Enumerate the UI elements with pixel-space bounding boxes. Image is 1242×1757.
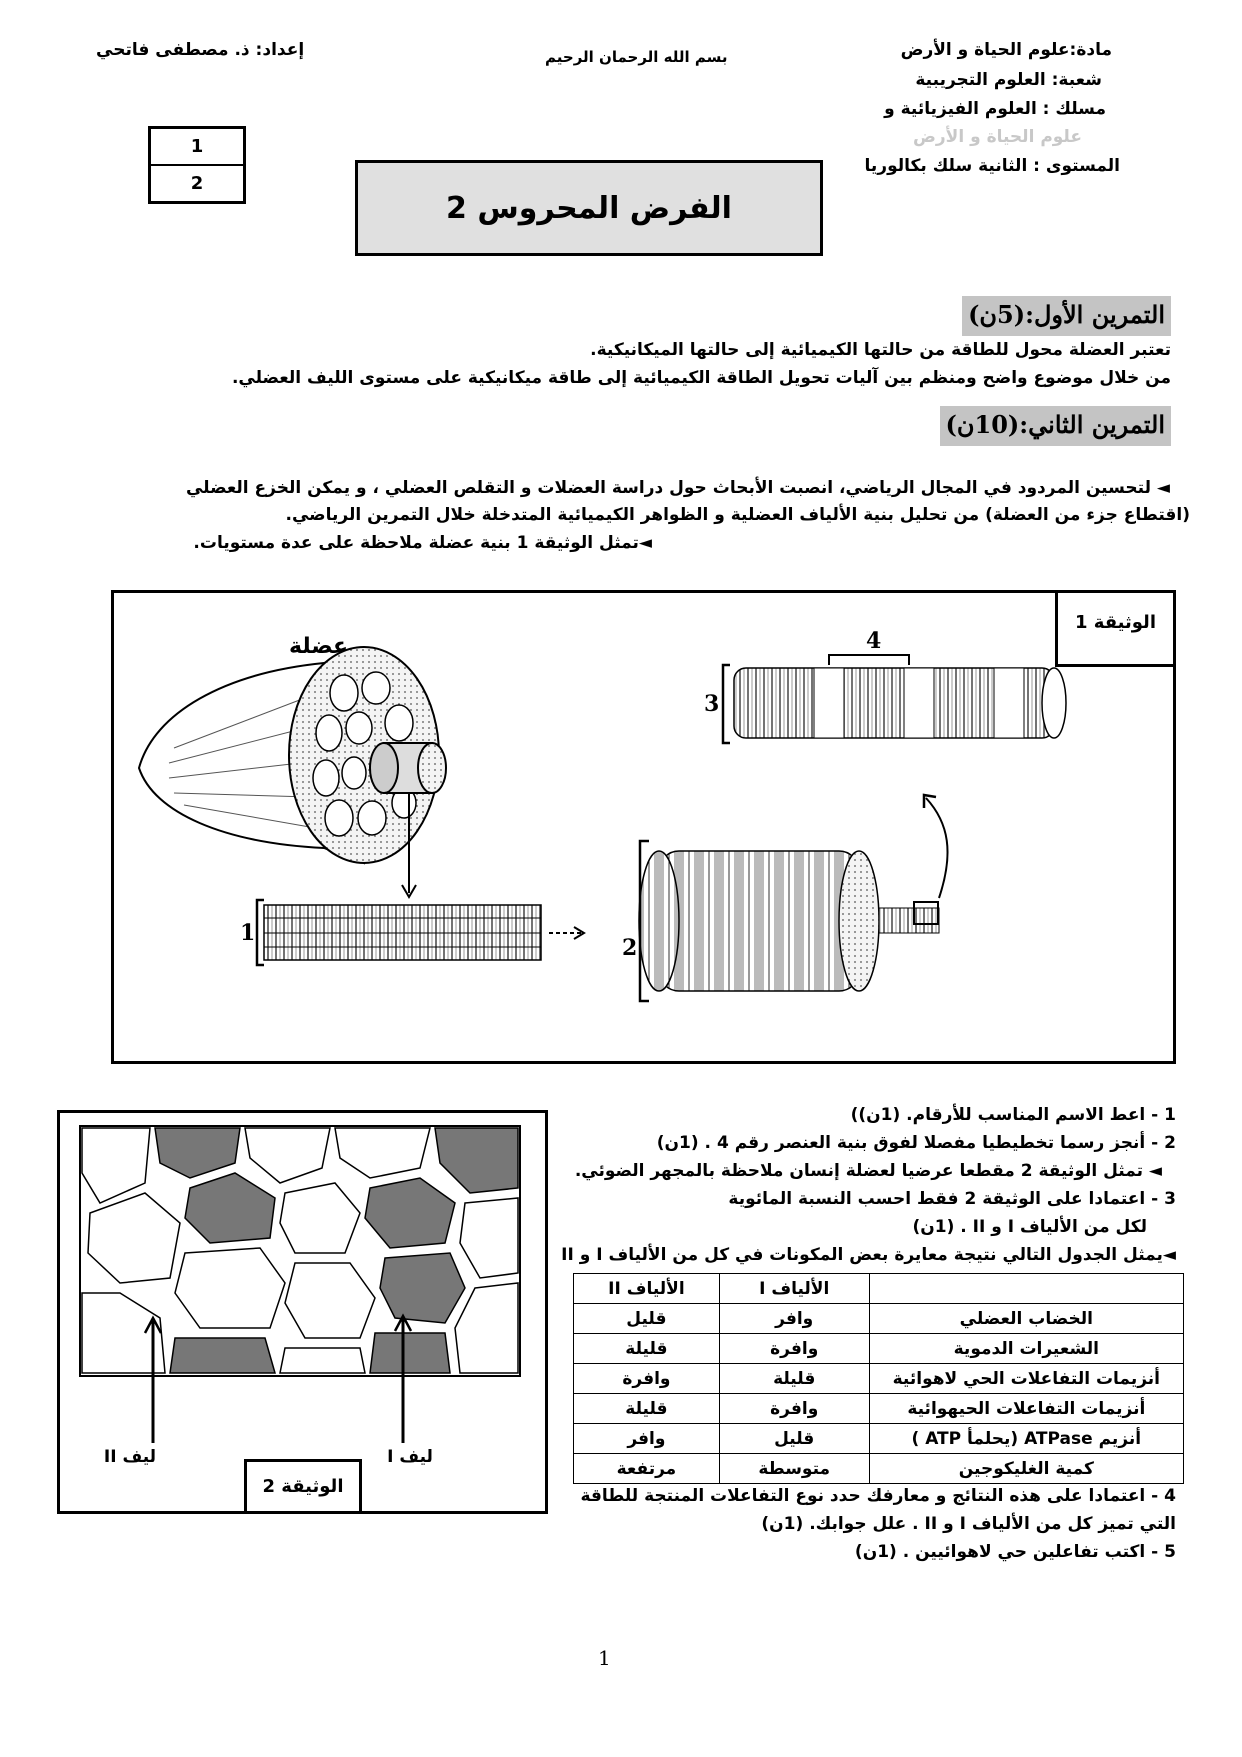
comparison-table <box>573 1273 1184 1484</box>
document-2-label: الوثيقة 2 <box>244 1459 362 1514</box>
table-cell: متوسطة <box>719 1454 869 1484</box>
question-4b: التي تميز كل من الألياف I و II . علل جوابك. (1ن) <box>761 1514 1176 1534</box>
question-2: 2 - أنجز رسما تخطيطيا مفصلا لفوق بنية العنصر رقم 4 . (1ن) <box>656 1133 1176 1153</box>
table-cell: وافرة <box>719 1394 869 1424</box>
number-1: 1 <box>240 920 256 946</box>
muscle-structure-figure <box>114 593 1173 1061</box>
table-cell: قليلة <box>574 1334 720 1364</box>
table-cell: وافرة <box>719 1334 869 1364</box>
muscle-label: عضلة <box>289 634 349 659</box>
exercise1-title: التمرين الأول:(5ن) <box>962 296 1171 336</box>
fiber-ii-label: ليف II <box>103 1447 157 1467</box>
note-table: ◄يمثل الجدول التالي نتيجة معايرة بعض المكونات في كل من الألياف I و II <box>561 1245 1176 1265</box>
exercise1-line-1: تعتبر العضلة محول للطاقة من حالتها الكيميائية إلى حالتها الميكانيكية. <box>590 340 1171 360</box>
number-2: 2 <box>622 935 638 961</box>
muscle-icon <box>139 634 446 863</box>
table-row <box>574 1394 1184 1424</box>
exercise2-title: التمرين الثاني:(10ن) <box>940 406 1171 446</box>
fiber-i-label: ليف I <box>387 1447 433 1467</box>
document-2 <box>57 1110 548 1514</box>
page-number: 1 <box>598 1646 611 1670</box>
myofibril-element-2 <box>622 841 939 1001</box>
table-cell: أنزيمات التفاعلات الحيهوائية <box>869 1394 1183 1424</box>
myofibril-element-3 <box>704 628 1066 743</box>
subject-line: مادة:علوم الحياة و الأرض <box>900 40 1112 60</box>
table-header-row <box>574 1274 1184 1304</box>
basmala: بسم الله الرحمان الرحيم <box>545 48 728 66</box>
table-cell: وافر <box>574 1424 720 1454</box>
table-row <box>574 1424 1184 1454</box>
box-number-2: 2 <box>190 173 204 194</box>
level-line: المستوى : الثانية سلك بكالوريا <box>864 156 1120 176</box>
exam-title: الفرض المحروس 2 <box>355 160 823 256</box>
table-cell: أنزيمات التفاعلات الحي لاهوائية <box>869 1364 1183 1394</box>
table-cell: أنزيم ATPase (يحلمأ ATP ) <box>869 1424 1183 1454</box>
exercise2-intro-1: ◄ لتحسين المردود في المجال الرياضي، انصبت الأبحاث حول دراسة العضلات و التقلص العضلي ، و يمكن الخزع العضلي <box>185 478 1170 498</box>
author-line: إعداد: ذ. مصطفى فاتحي <box>96 40 305 60</box>
track-line: مسلك : العلوم الفيزيائية و <box>884 99 1106 119</box>
table-cell: الخضاب العضلي <box>869 1304 1183 1334</box>
muscle-cross-section-figure <box>60 1113 545 1511</box>
exercise1-line-2: من خلال موضوع واضح ومنظم بين آليات تحويل الطاقة الكيميائية إلى طاقة ميكانيكية على مستوى الليف العضلي. <box>231 368 1171 388</box>
number-3: 3 <box>704 691 720 717</box>
document-1-label: الوثيقة 1 <box>1055 593 1173 667</box>
note-doc2: ◄ تمثل الوثيقة 2 مقطعا عرضيا لعضلة إنسان ملاحظة بالمجهر الضوئي. <box>574 1161 1162 1181</box>
table-row <box>574 1304 1184 1334</box>
table-cell: وافر <box>719 1304 869 1334</box>
numbering-box <box>148 126 246 204</box>
table-cell: قليل <box>719 1424 869 1454</box>
table-cell: قليلة <box>719 1364 869 1394</box>
question-3a: 3 - اعتمادا على الوثيقة 2 فقط احسب النسبة المائوية <box>728 1189 1176 1209</box>
number-4: 4 <box>866 628 882 654</box>
exercise2-intro-2: (اقتطاع جزء من العضلة) من تحليل بنية الألياف العضلية و الظواهر الكيميائية المتدخلة خلال التمرين الرياضي. <box>285 505 1190 525</box>
track-line-faded: علوم الحياة و الأرض <box>913 127 1082 147</box>
table-row <box>574 1364 1184 1394</box>
question-4a: 4 - اعتمادا على هذه النتائج و معارفك حدد نوع التفاعلات المنتجة للطاقة <box>580 1486 1176 1506</box>
table-cell: كمية الغليكوجين <box>869 1454 1183 1484</box>
branch-line: شعبة: العلوم التجريبية <box>915 70 1102 90</box>
table-row <box>574 1334 1184 1364</box>
table-cell: قليل <box>574 1304 720 1334</box>
table-header-cell <box>869 1274 1183 1304</box>
table-cell: الشعيرات الدموية <box>869 1334 1183 1364</box>
table-header-cell: الألياف I <box>719 1274 869 1304</box>
document-1 <box>111 590 1176 1064</box>
table-cell: وافرة <box>574 1364 720 1394</box>
table-cell: مرتفعة <box>574 1454 720 1484</box>
table-header-cell: الألياف II <box>574 1274 720 1304</box>
box-number-1: 1 <box>151 129 243 166</box>
table-row <box>574 1454 1184 1484</box>
fiber-element-1 <box>240 900 541 965</box>
question-1: 1 - اعط الاسم المناسب للأرقام. (1ن)) <box>850 1105 1176 1125</box>
question-3b: لكل من الألياف I و II . (1ن) <box>912 1217 1147 1237</box>
table-cell: قليلة <box>574 1394 720 1424</box>
question-5: 5 - اكتب تفاعلين حي لاهوائيين . (1ن) <box>854 1542 1176 1562</box>
exercise2-intro-3: ◄تمثل الوثيقة 1 بنية عضلة ملاحظة على عدة مستويات. <box>193 533 652 553</box>
